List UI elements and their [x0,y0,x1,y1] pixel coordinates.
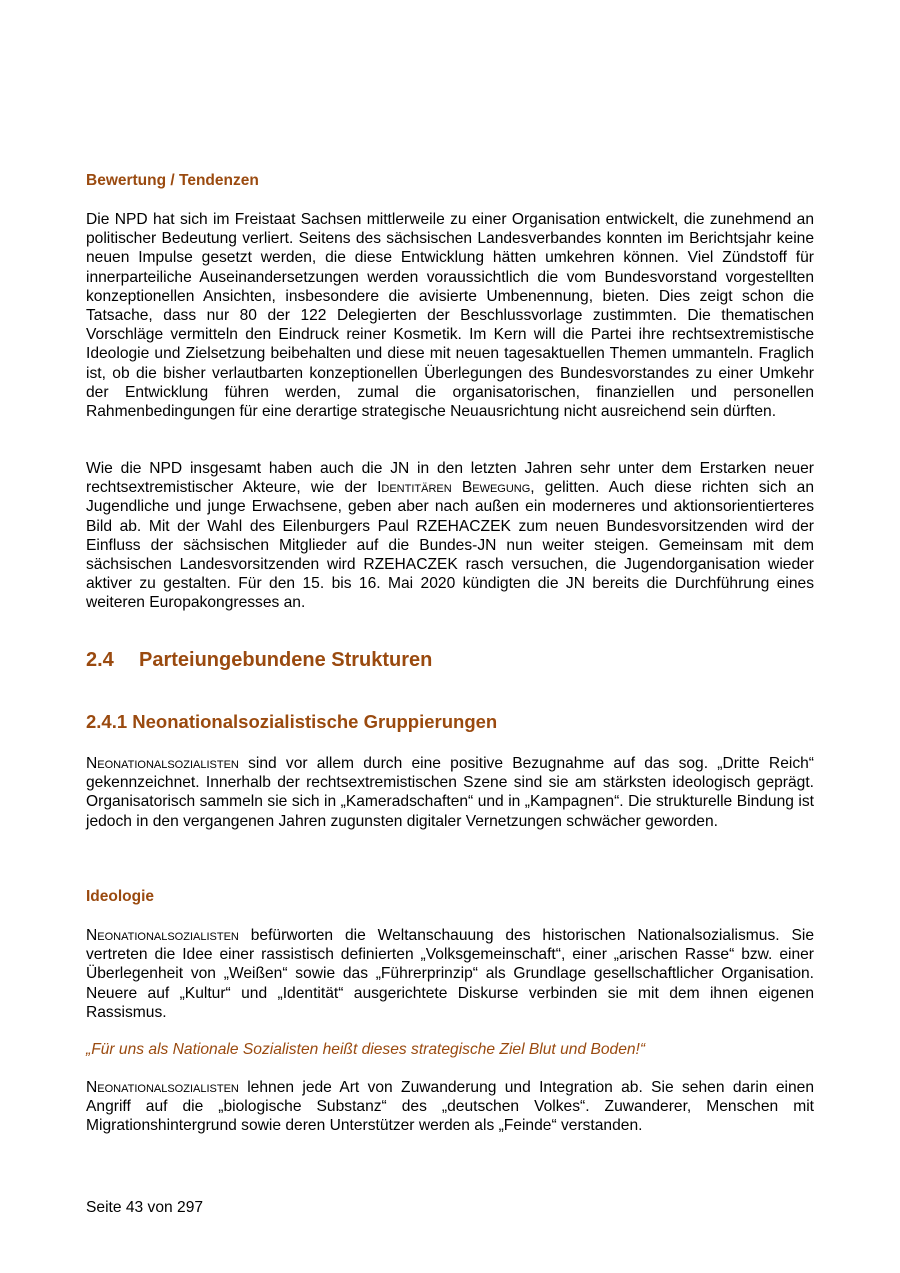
neonazi-intro-paragraph [86,754,814,831]
neonazi-intro-text: sind vor allem durch eine positive Bezugnahme auf das sog. „Dritte Reich“ gekennzeichnet. Innerhalb der rechtsextremistischen Szene sind sie am stärksten ideologisch geprägt. Organisatorisch sammeln sie sich in „Kameradschaften“ und in „Kampagnen“. Die strukturelle Bindung ist jedoch in den vergangenen Jahren zugunsten digitaler Vernetzungen schwächer geworden. [86,755,814,830]
ideologie-paragraph-1-text: befürworten die Weltanschauung des historischen Nationalsozialismus. Sie vertreten die Idee einer rassistisch definierten „Volksgemeinschaft“, einer „arischen Rasse“ bzw. einer Überlegenheit von „Weißen“ sowie das „Führerprinzip“ als Grundlage gesellschaftlicher Organisation. Neuere auf „Kultur“ und „Identität“ ausgerichtete Diskurse verbinden sie mit dem ihnen eigenen Rassismus. [86,927,814,1021]
ideologie-paragraph-1 [86,926,814,1022]
section-2-4-title: Parteiungebundene Strukturen [139,649,433,671]
ideologie-quote: „Für uns als Nationale Sozialisten heißt dieses strategische Ziel Blut und Boden!“ [86,1041,646,1058]
section-2-4-number: 2.4 [86,649,114,671]
bewertung-heading: Bewertung / Tendenzen [86,172,259,189]
section-2-4-heading [86,649,432,672]
page-number-footer: Seite 43 von 297 [86,1199,204,1216]
ideologie-paragraph-2 [86,1078,814,1136]
neonazi-term: Neonationalsozialisten [86,755,239,772]
ideologie-paragraph-2-text: lehnen jede Art von Zuwanderung und Integration ab. Sie sehen darin einen Angriff auf die „biologische Substanz“ des „deutschen Volkes“. Zuwanderer, Menschen mit Migrationshintergrund sowie deren Unterstützer werden als „Feinde“ verstanden. [86,1079,814,1135]
section-2-4-1-heading: 2.4.1 Neonationalsozialistische Gruppierungen [86,711,498,732]
neonazi-term: Neonationalsozialisten [86,927,239,944]
ideologie-heading: Ideologie [86,888,155,905]
neonazi-term: Neonationalsozialisten [86,1079,239,1096]
bewertung-paragraph-2-end: , gelitten. Auch diese richten sich an Jugendliche und junge Erwachsene, geben aber nach außen ein moderneres und aktionsorientierteres Bild ab. Mit der Wahl des Eilenburgers Paul RZEHACZEK zum neuen Bundesvorsitzenden wird der Einfluss der sächsischen Mitglieder auf die Bundes-JN nun weiter steigen. Gemeinsam mit dem sächsischen Landesvorsitzenden wird RZEHACZEK rasch versuchen, die Jugendorganisation wieder aktiver zu gestalten. Für den 15. bis 16. Mai 2020 kündigten die JN bereits die Durchführung eines weiteren Europakongresses an. [86,479,814,612]
identitaere-bewegung-term: Identitären Bewegung [377,479,531,497]
bewertung-paragraph-1: Die NPD hat sich im Freistaat Sachsen mittlerweile zu einer Organisation entwickelt, die zunehmend an politischer Bedeutung verliert. Seitens des sächsischen Landesverbandes konnten im Berichtsjahr keine neuen Impulse gesetzt werden, die diese Entwicklung hätten umkehren können. Viel Zündstoff für innerparteiliche Auseinandersetzungen werden voraussichtlich die vom Bundesvorstand vorgestellten konzeptionellen Ansichten, insbesondere die avisierte Umbenennung, bieten. Dies zeigt schon die Tatsache, dass nur 80 der 122 Delegierten der Beschlussvorlage zustimmten. Die thematischen Vorschläge vermitteln den Eindruck reiner Kosmetik. Im Kern will die Partei ihre rechtsextremistische Ideologie und Zielsetzung beibehalten und diese mit neuen tagesaktuellen Themen ummanteln. Fraglich ist, ob die bisher verlautbarten konzeptionellen Überlegungen des Bundesvorstandes zu einer Umkehr der Entwicklung führen werden, zumal die organisatorischen, finanziellen und personellen Rahmenbedingungen für eine derartige strategische Neuausrichtung nicht ausreichend sein dürften. [86,211,814,421]
bewertung-paragraph-2 [86,459,814,613]
bewertung-paragraph-2-start: Wie die NPD insgesamt haben auch die JN in den letzten Jahren sehr unter dem Erstarken neuer rechtsextremistischer Akteure, wie der [86,460,814,497]
